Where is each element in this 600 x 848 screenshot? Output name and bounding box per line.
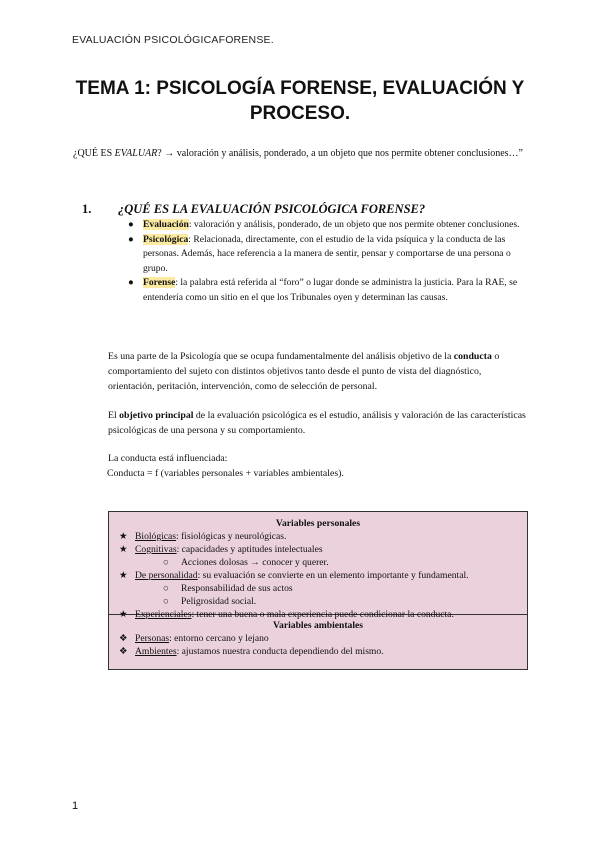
paragraph-formula <box>108 451 528 481</box>
paragraph-definition <box>108 349 528 394</box>
formula: Conducta = f (variables personales + variables ambientales). <box>107 468 344 479</box>
diamond-icon: ❖ <box>119 646 128 657</box>
formula-intro: La conducta está influenciada: <box>108 453 228 464</box>
sub-text: Acciones dolosas → conocer y querer. <box>181 557 329 568</box>
ambient-variables-section <box>109 615 527 658</box>
page-number: 1 <box>72 800 79 812</box>
term: Cognitivas <box>135 544 177 555</box>
circle-icon: ○ <box>163 596 169 607</box>
list-item <box>128 218 528 233</box>
section-number: 1. <box>82 202 92 216</box>
text: o comportamiento del sujeto con distintos objetivos tanto desde el punto de vista del diagnóstico, orientación, peritación, intervención, como de selección de personal. <box>108 351 500 392</box>
intro-question <box>73 147 527 161</box>
sub-item <box>117 595 519 608</box>
term: Biológicas <box>135 531 177 542</box>
intro-pre: ¿QUÉ ES <box>73 148 115 159</box>
term: Forense <box>143 277 176 288</box>
section-title: ¿QUÉ ES LA EVALUACIÓN PSICOLÓGICA FORENSE? <box>118 202 426 216</box>
bold-term: objetivo principal <box>119 410 194 421</box>
intro-post: ? → valoración y análisis, ponderado, a un objeto que nos permite obtener conclusiones…” <box>157 148 523 159</box>
definition: : su evaluación se convierte en un elemento importante y fundamental. <box>197 570 469 581</box>
list-item <box>128 276 528 305</box>
circle-icon: ○ <box>163 583 169 594</box>
bullet-dot-icon: ● <box>128 277 134 288</box>
term: Psicológica <box>143 233 189 245</box>
term: Ambientes <box>135 646 177 657</box>
personal-variables-title: Variables personales <box>275 518 361 529</box>
title-line-2: PROCESO. <box>249 103 351 124</box>
intro-emphasis: EVALUAR <box>114 148 158 159</box>
definition: : ajustamos nuestra conducta dependiendo del mismo. <box>176 646 384 657</box>
text: El <box>108 410 120 421</box>
list-item <box>117 632 519 645</box>
sub-item <box>117 556 519 569</box>
list-item <box>117 608 519 621</box>
sub-text: Peligrosidad social. <box>181 596 257 607</box>
page-header: EVALUACIÓN PSICOLÓGICAFORENSE. <box>72 34 274 46</box>
list-item <box>117 543 519 556</box>
variables-box <box>108 511 528 670</box>
definition: : entorno cercano y lejano <box>169 633 269 644</box>
paragraph-objective <box>108 408 528 438</box>
definition: : Relacionada, directamente, con el estudio de la vida psíquica y la conducta de las personas. Además, hace referencia a la manera de sentir, pensar y comportarse de una persona o grupo. <box>143 233 511 274</box>
term: De personalidad <box>135 570 198 581</box>
sub-item <box>117 582 519 595</box>
star-icon: ★ <box>119 544 128 555</box>
list-item <box>117 530 519 543</box>
bullet-dot-icon: ● <box>128 233 134 245</box>
diamond-icon: ❖ <box>119 633 128 644</box>
list-item <box>117 645 519 658</box>
term: Personas <box>135 633 170 644</box>
bullet-dot-icon: ● <box>128 219 134 230</box>
definition: : capacidades y aptitudes intelectuales <box>176 544 323 555</box>
title-line-1: TEMA 1: PSICOLOGÍA FORENSE, EVALUACIÓN Y <box>75 78 525 99</box>
term: Evaluación <box>143 219 189 230</box>
definition-list <box>128 218 528 305</box>
circle-icon: ○ <box>163 557 169 568</box>
bold-term: conducta <box>453 351 492 362</box>
definition: : la palabra está referida al “foro” o lugar donde se administra la justicia. Para la RAE, se entendería como un sitio en el que los Tribunales oyen y determinan las causas. <box>143 277 518 303</box>
list-item <box>128 233 528 277</box>
section-heading <box>82 202 425 217</box>
star-icon: ★ <box>119 531 128 542</box>
ambient-variables-title: Variables ambientales <box>273 620 363 631</box>
star-icon: ★ <box>119 570 128 581</box>
text: de la evaluación psicológica es el estudio, análisis y valoración de las características psicológicas de una persona y su comportamiento. <box>108 410 526 436</box>
definition: : valoración y análisis, ponderado, de un objeto que nos permite obtener conclusiones. <box>188 219 520 230</box>
text: Es una parte de la Psicología que se ocupa fundamentalmente del análisis objetivo de la <box>108 351 454 362</box>
sub-text: Responsabilidad de sus actos <box>181 583 293 594</box>
document-title <box>60 76 540 126</box>
definition: : fisiológicas y neurológicas. <box>176 531 287 542</box>
list-item <box>117 569 519 582</box>
personal-variables-section <box>109 512 527 620</box>
definition: : tener una buena o mala experiencia puede condicionar la conducta. <box>191 609 454 620</box>
term: Experienciales <box>135 609 192 620</box>
star-icon: ★ <box>119 609 128 620</box>
